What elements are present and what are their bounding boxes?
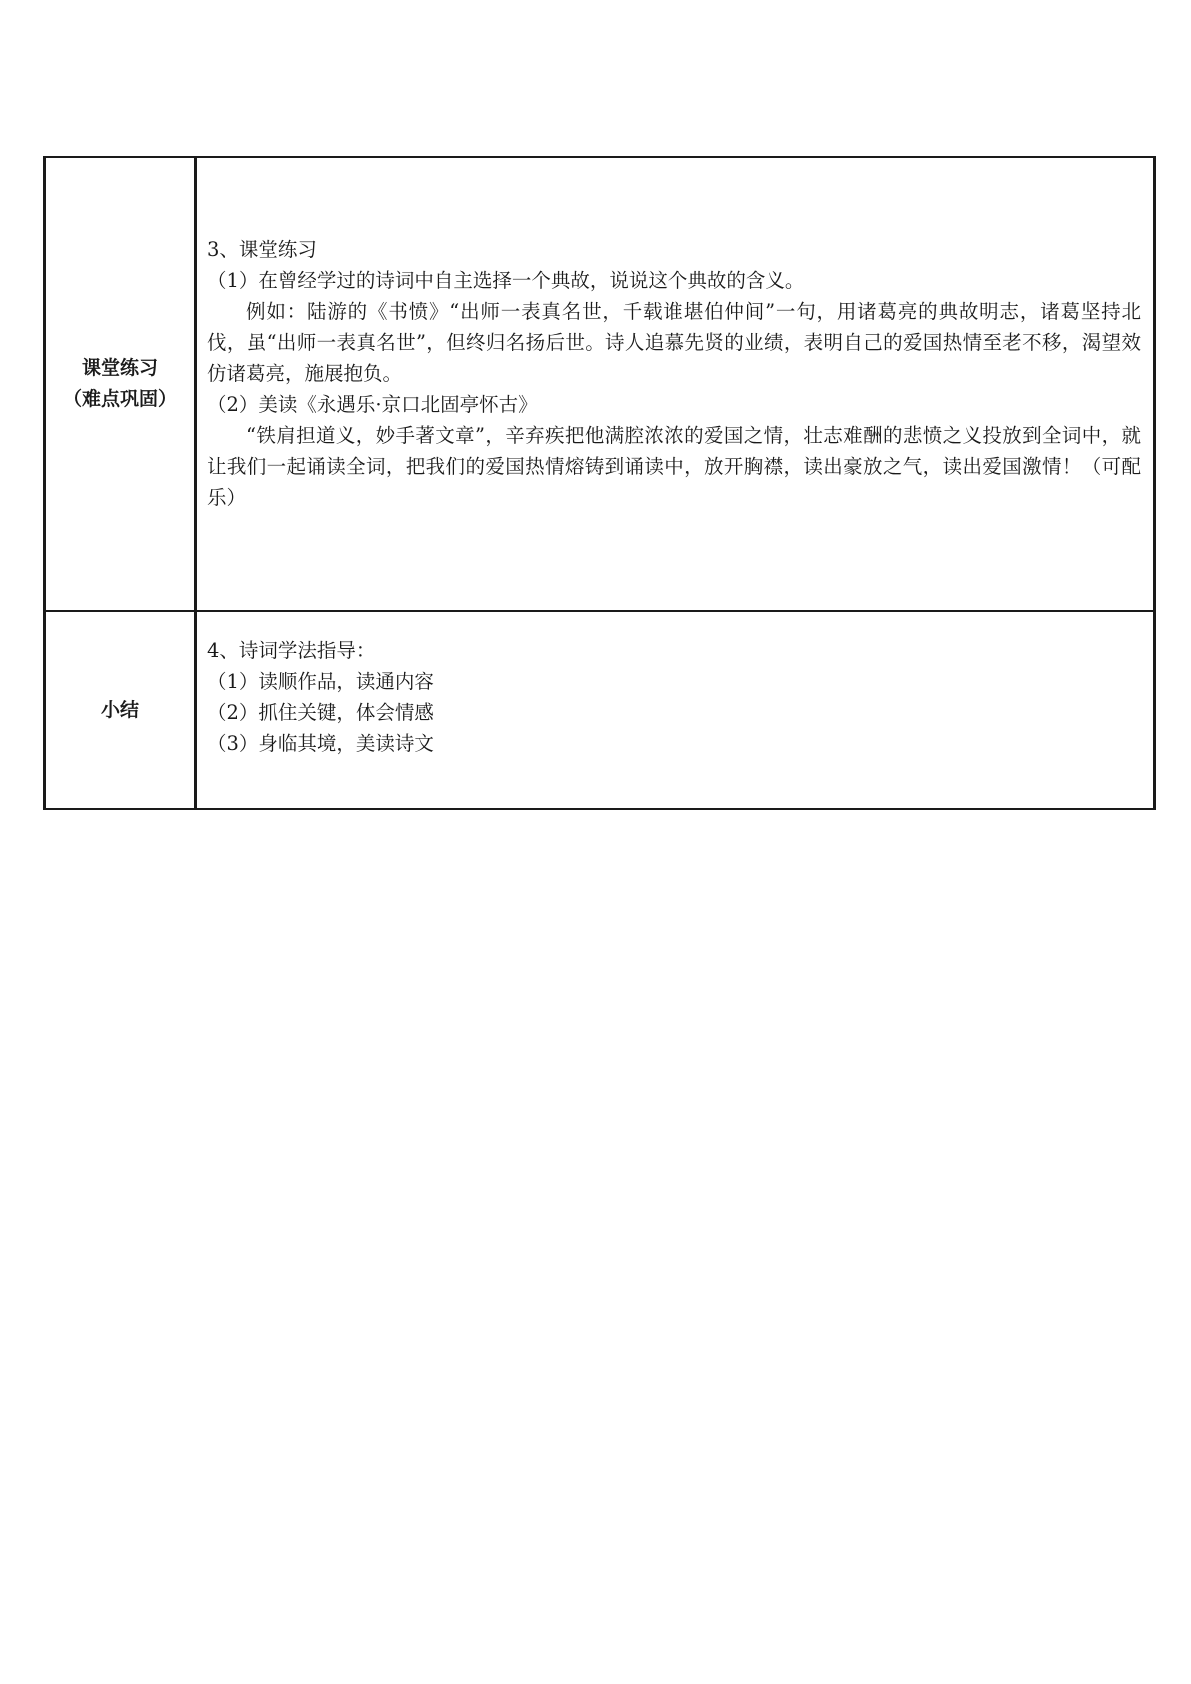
summary-item-2: （2）抓住关键，体会情感 bbox=[207, 701, 434, 724]
practice-label: 课堂练习 bbox=[81, 357, 158, 379]
practice-heading: 3、课堂练习 bbox=[207, 237, 317, 261]
practice-example: 例如：陆游的《书愤》“出师一表真名世，千载谁堪伯仲间”一句，用诸葛亮的典故明志，诸葛坚持北伐，虽“出师一表真名世”，但终归名扬后世。诗人追慕先贤的业绩，表明自己的爱国热情至老不移，渴望效仿诸葛亮，施展抱负。 bbox=[207, 299, 1141, 385]
summary-content-cell bbox=[196, 611, 1155, 809]
lesson-plan-table bbox=[43, 156, 1156, 810]
practice-content-cell bbox=[196, 157, 1155, 611]
practice-sublabel: （难点巩固） bbox=[62, 388, 177, 410]
practice-item-1: （1）在曾经学过的诗词中自主选择一个典故，说说这个典故的含义。 bbox=[207, 268, 805, 292]
table-row-practice bbox=[45, 157, 1155, 611]
summary-item-3: （3）身临其境，美读诗文 bbox=[207, 732, 434, 755]
summary-heading: 4、诗词学法指导： bbox=[207, 639, 376, 662]
practice-label-cell bbox=[45, 157, 196, 611]
table-row-summary bbox=[45, 611, 1155, 809]
practice-item-2: （2）美读《永遇乐·京口北固亭怀古》 bbox=[207, 392, 538, 416]
practice-reading-text: “铁肩担道义，妙手著文章”，辛弃疾把他满腔浓浓的爱国之情，壮志难酬的悲愤之义投放到全词中，就让我们一起诵读全词，把我们的爱国热情熔铸到诵读中，放开胸襟，读出豪放之气，读出爱国激情！（可配乐） bbox=[207, 423, 1141, 509]
summary-label: 小结 bbox=[100, 698, 139, 721]
summary-label-cell bbox=[45, 611, 196, 809]
summary-item-1: （1）读顺作品，读通内容 bbox=[207, 670, 434, 693]
